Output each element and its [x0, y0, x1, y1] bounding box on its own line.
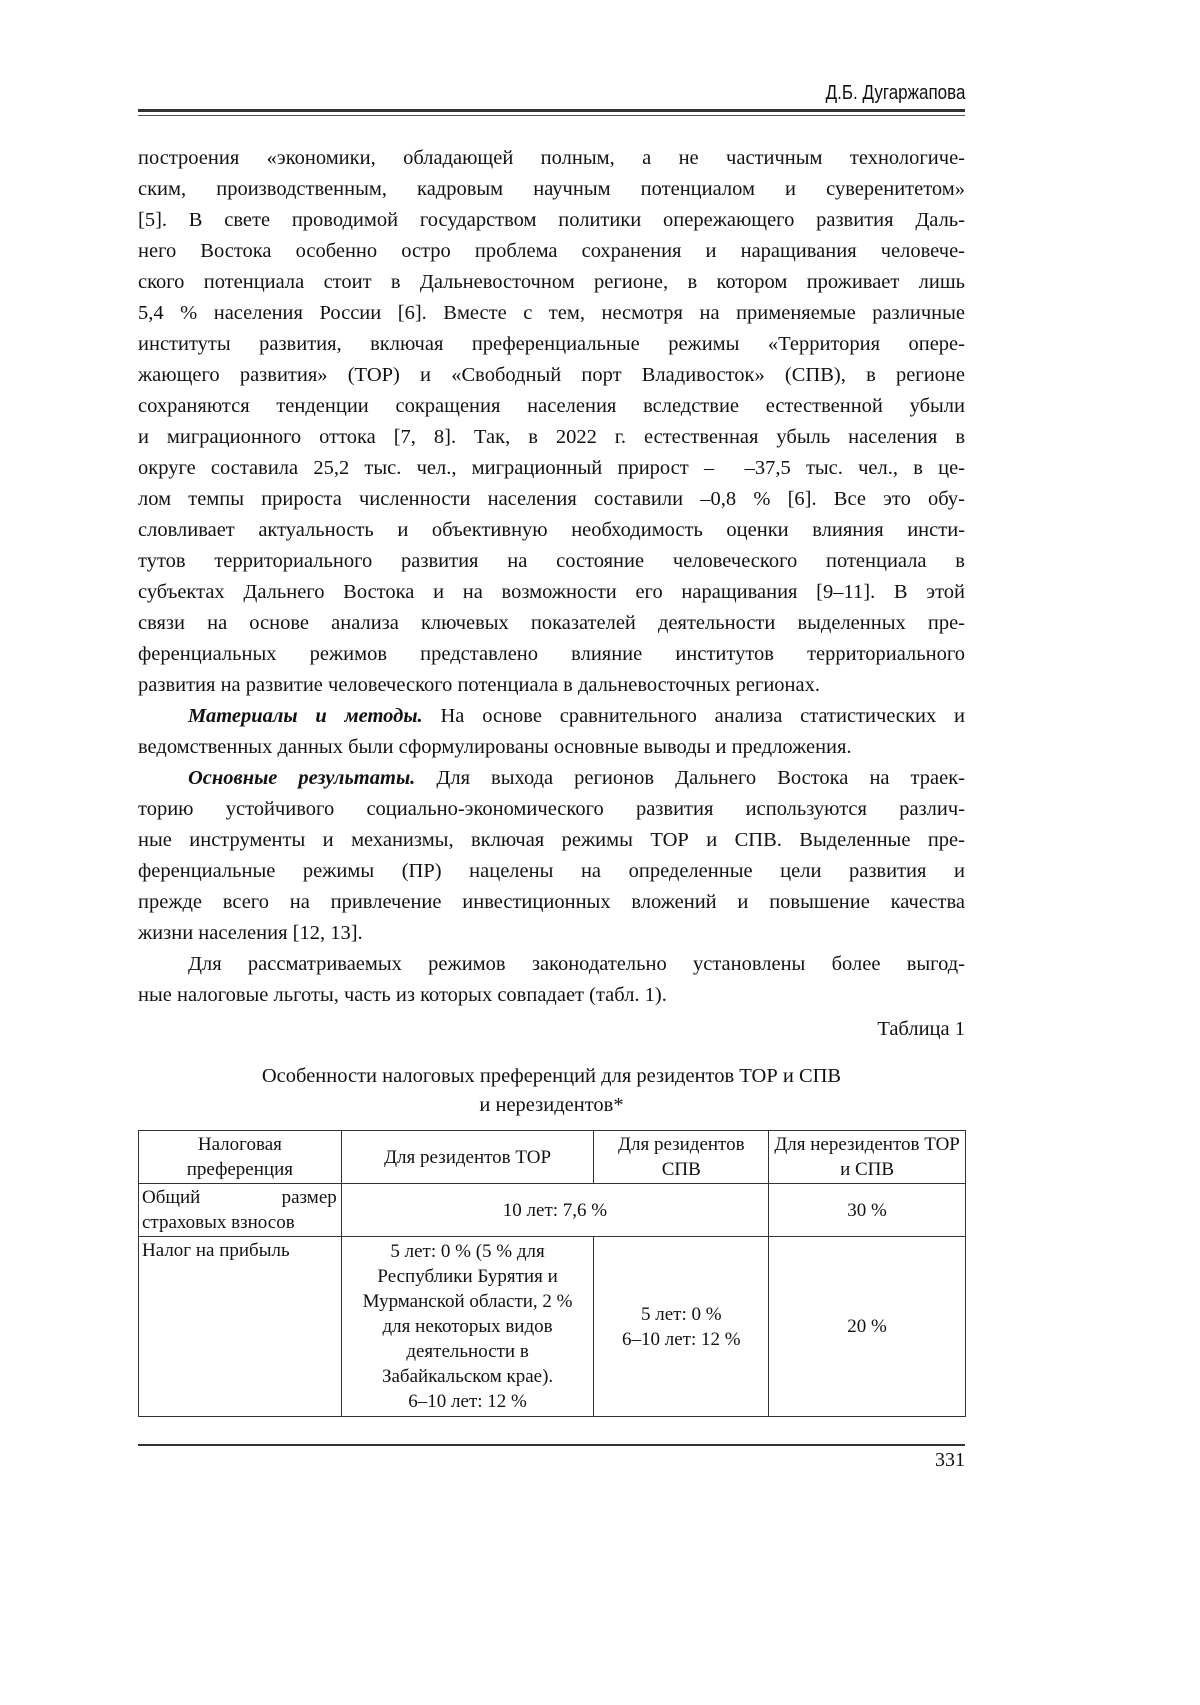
text-line: [138, 298, 965, 329]
table-header-row: [139, 1131, 966, 1184]
tax-preferences-table: [138, 1130, 966, 1417]
text-line: [138, 174, 965, 205]
text-line: [138, 918, 965, 949]
paragraph: [138, 701, 965, 763]
line-text: ные налоговые льготы, часть из которых совпадает (табл. 1).: [138, 984, 667, 1006]
text-line: [138, 484, 965, 515]
line-text: жизни населения [12, 13].: [138, 922, 363, 944]
text-line: [138, 267, 965, 298]
paragraph: [138, 143, 965, 701]
line-text: округе составила 25,2 тыс. чел., миграционный прирост – –37,5 тыс. чел., в це-: [138, 457, 965, 479]
table-cell: 10 лет: 7,6 %: [341, 1184, 768, 1237]
line-text: связи на основе анализа ключевых показателей деятельности выделенных пре-: [138, 612, 965, 634]
line-text: ского потенциала стоит в Дальневосточном регионе, в котором проживает лишь: [138, 271, 965, 293]
line-text: прежде всего на привлечение инвестиционных вложений и повышение качества: [138, 891, 965, 913]
text-line: [138, 391, 965, 422]
line-text: Для выхода регионов Дальнего Востока на траек-: [415, 767, 965, 789]
header-cell: Для резидентов ТОР: [341, 1131, 594, 1184]
header-cell: Налоговая преференция: [139, 1131, 342, 1184]
text-line: [138, 422, 965, 453]
body-text: [138, 143, 965, 1011]
section-heading: Материалы и методы.: [188, 705, 423, 727]
cell-text: 6–10 лет: 12 %: [348, 1389, 588, 1414]
text-line: [138, 639, 965, 670]
header-rule: [138, 109, 965, 112]
text-line: [138, 577, 965, 608]
text-line: [138, 360, 965, 391]
table-row: [139, 1184, 966, 1237]
line-text: лом темпы прироста численности населения составили –0,8 % [6]. Все это обу-: [138, 488, 965, 510]
line-text: Для рассматриваемых режимов законодательно установлены более выгод-: [188, 953, 965, 975]
cell-text: 6–10 лет: 12 %: [598, 1327, 764, 1352]
line-text: [5]. В свете проводимой государством политики опережающего развития Даль-: [138, 209, 965, 231]
running-head-author: Д.Б. Дугаржапова: [825, 82, 965, 105]
table-cell: 30 %: [769, 1184, 966, 1237]
section-heading: Основные результаты.: [188, 767, 415, 789]
line-text: институты развития, включая преференциальные режимы «Территория опере-: [138, 333, 965, 355]
paragraph: [138, 763, 965, 949]
table-cell: 20 %: [769, 1237, 966, 1417]
table-caption-line: Особенности налоговых преференций для резидентов ТОР и СПВ: [138, 1062, 965, 1091]
row-label: Общий размер страховых взносов: [139, 1184, 342, 1237]
table-label: Таблица 1: [877, 1018, 965, 1041]
table-row: [139, 1237, 966, 1417]
text-line: [138, 143, 965, 174]
text-line: [138, 546, 965, 577]
text-line: [138, 949, 965, 980]
line-text: 5,4 % населения России [6]. Вместе с тем, несмотря на применяемые различные: [138, 302, 965, 324]
line-text: тутов территориального развития на состояние человеческого потенциала в: [138, 550, 965, 572]
line-text: ференциальные режимы (ПР) нацелены на определенные цели развития и: [138, 860, 965, 882]
header-rule-thin: [138, 115, 965, 116]
text-line: [138, 205, 965, 236]
row-label: Налог на прибыль: [139, 1237, 342, 1417]
text-line: [138, 794, 965, 825]
text-line: [138, 825, 965, 856]
line-text: ные инструменты и механизмы, включая режимы ТОР и СПВ. Выделенные пре-: [138, 829, 965, 851]
line-text: построения «экономики, обладающей полным, а не частичным технологиче-: [138, 147, 965, 169]
line-text: жающего развития» (ТОР) и «Свободный порт Владивосток» (СПВ), в регионе: [138, 364, 965, 386]
line-text: торию устойчивого социально-экономического развития используются различ-: [138, 798, 965, 820]
table-cell: [341, 1237, 594, 1417]
page-number: 331: [935, 1449, 965, 1472]
header-cell: Для нерезидентов ТОР и СПВ: [769, 1131, 966, 1184]
text-line: [138, 453, 965, 484]
line-text: сохраняются тенденции сокращения населения вследствие естественной убыли: [138, 395, 965, 417]
table-caption-line: и нерезидентов*: [138, 1091, 965, 1120]
paragraph: [138, 949, 965, 1011]
line-text: ским, производственным, кадровым научным потенциалом и суверенитетом»: [138, 178, 965, 200]
text-line: [138, 701, 965, 732]
line-text: субъектах Дальнего Востока и на возможности его наращивания [9–11]. В этой: [138, 581, 965, 603]
line-text: ференциальных режимов представлено влияние институтов территориального: [138, 643, 965, 665]
text-line: [138, 670, 965, 701]
line-text: На основе сравнительного анализа статистических и: [423, 705, 965, 727]
text-line: [138, 763, 965, 794]
table-caption: [138, 1062, 965, 1120]
line-text: и миграционного оттока [7, 8]. Так, в 2022 г. естественная убыль населения в: [138, 426, 965, 448]
footer-rule: [138, 1444, 965, 1446]
text-line: [138, 856, 965, 887]
line-text: него Востока особенно остро проблема сохранения и наращивания человече-: [138, 240, 965, 262]
cell-text: 5 лет: 0 % (5 % для Республики Бурятия и Мурманской области, 2 % для некоторых видов деятельности в Забайкальском крае).: [348, 1239, 588, 1389]
text-line: [138, 515, 965, 546]
text-line: [138, 329, 965, 360]
cell-text: 5 лет: 0 %: [598, 1302, 764, 1327]
text-line: [138, 887, 965, 918]
line-text: словливает актуальность и объективную необходимость оценки влияния инсти-: [138, 519, 965, 541]
line-text: ведомственных данных были сформулированы основные выводы и предложения.: [138, 736, 852, 758]
text-line: [138, 608, 965, 639]
text-line: [138, 236, 965, 267]
text-line: [138, 732, 965, 763]
text-line: [138, 980, 965, 1011]
table-cell: [594, 1237, 769, 1417]
header-cell: Для резидентов СПВ: [594, 1131, 769, 1184]
line-text: развития на развитие человеческого потенциала в дальневосточных регионах.: [138, 674, 820, 696]
